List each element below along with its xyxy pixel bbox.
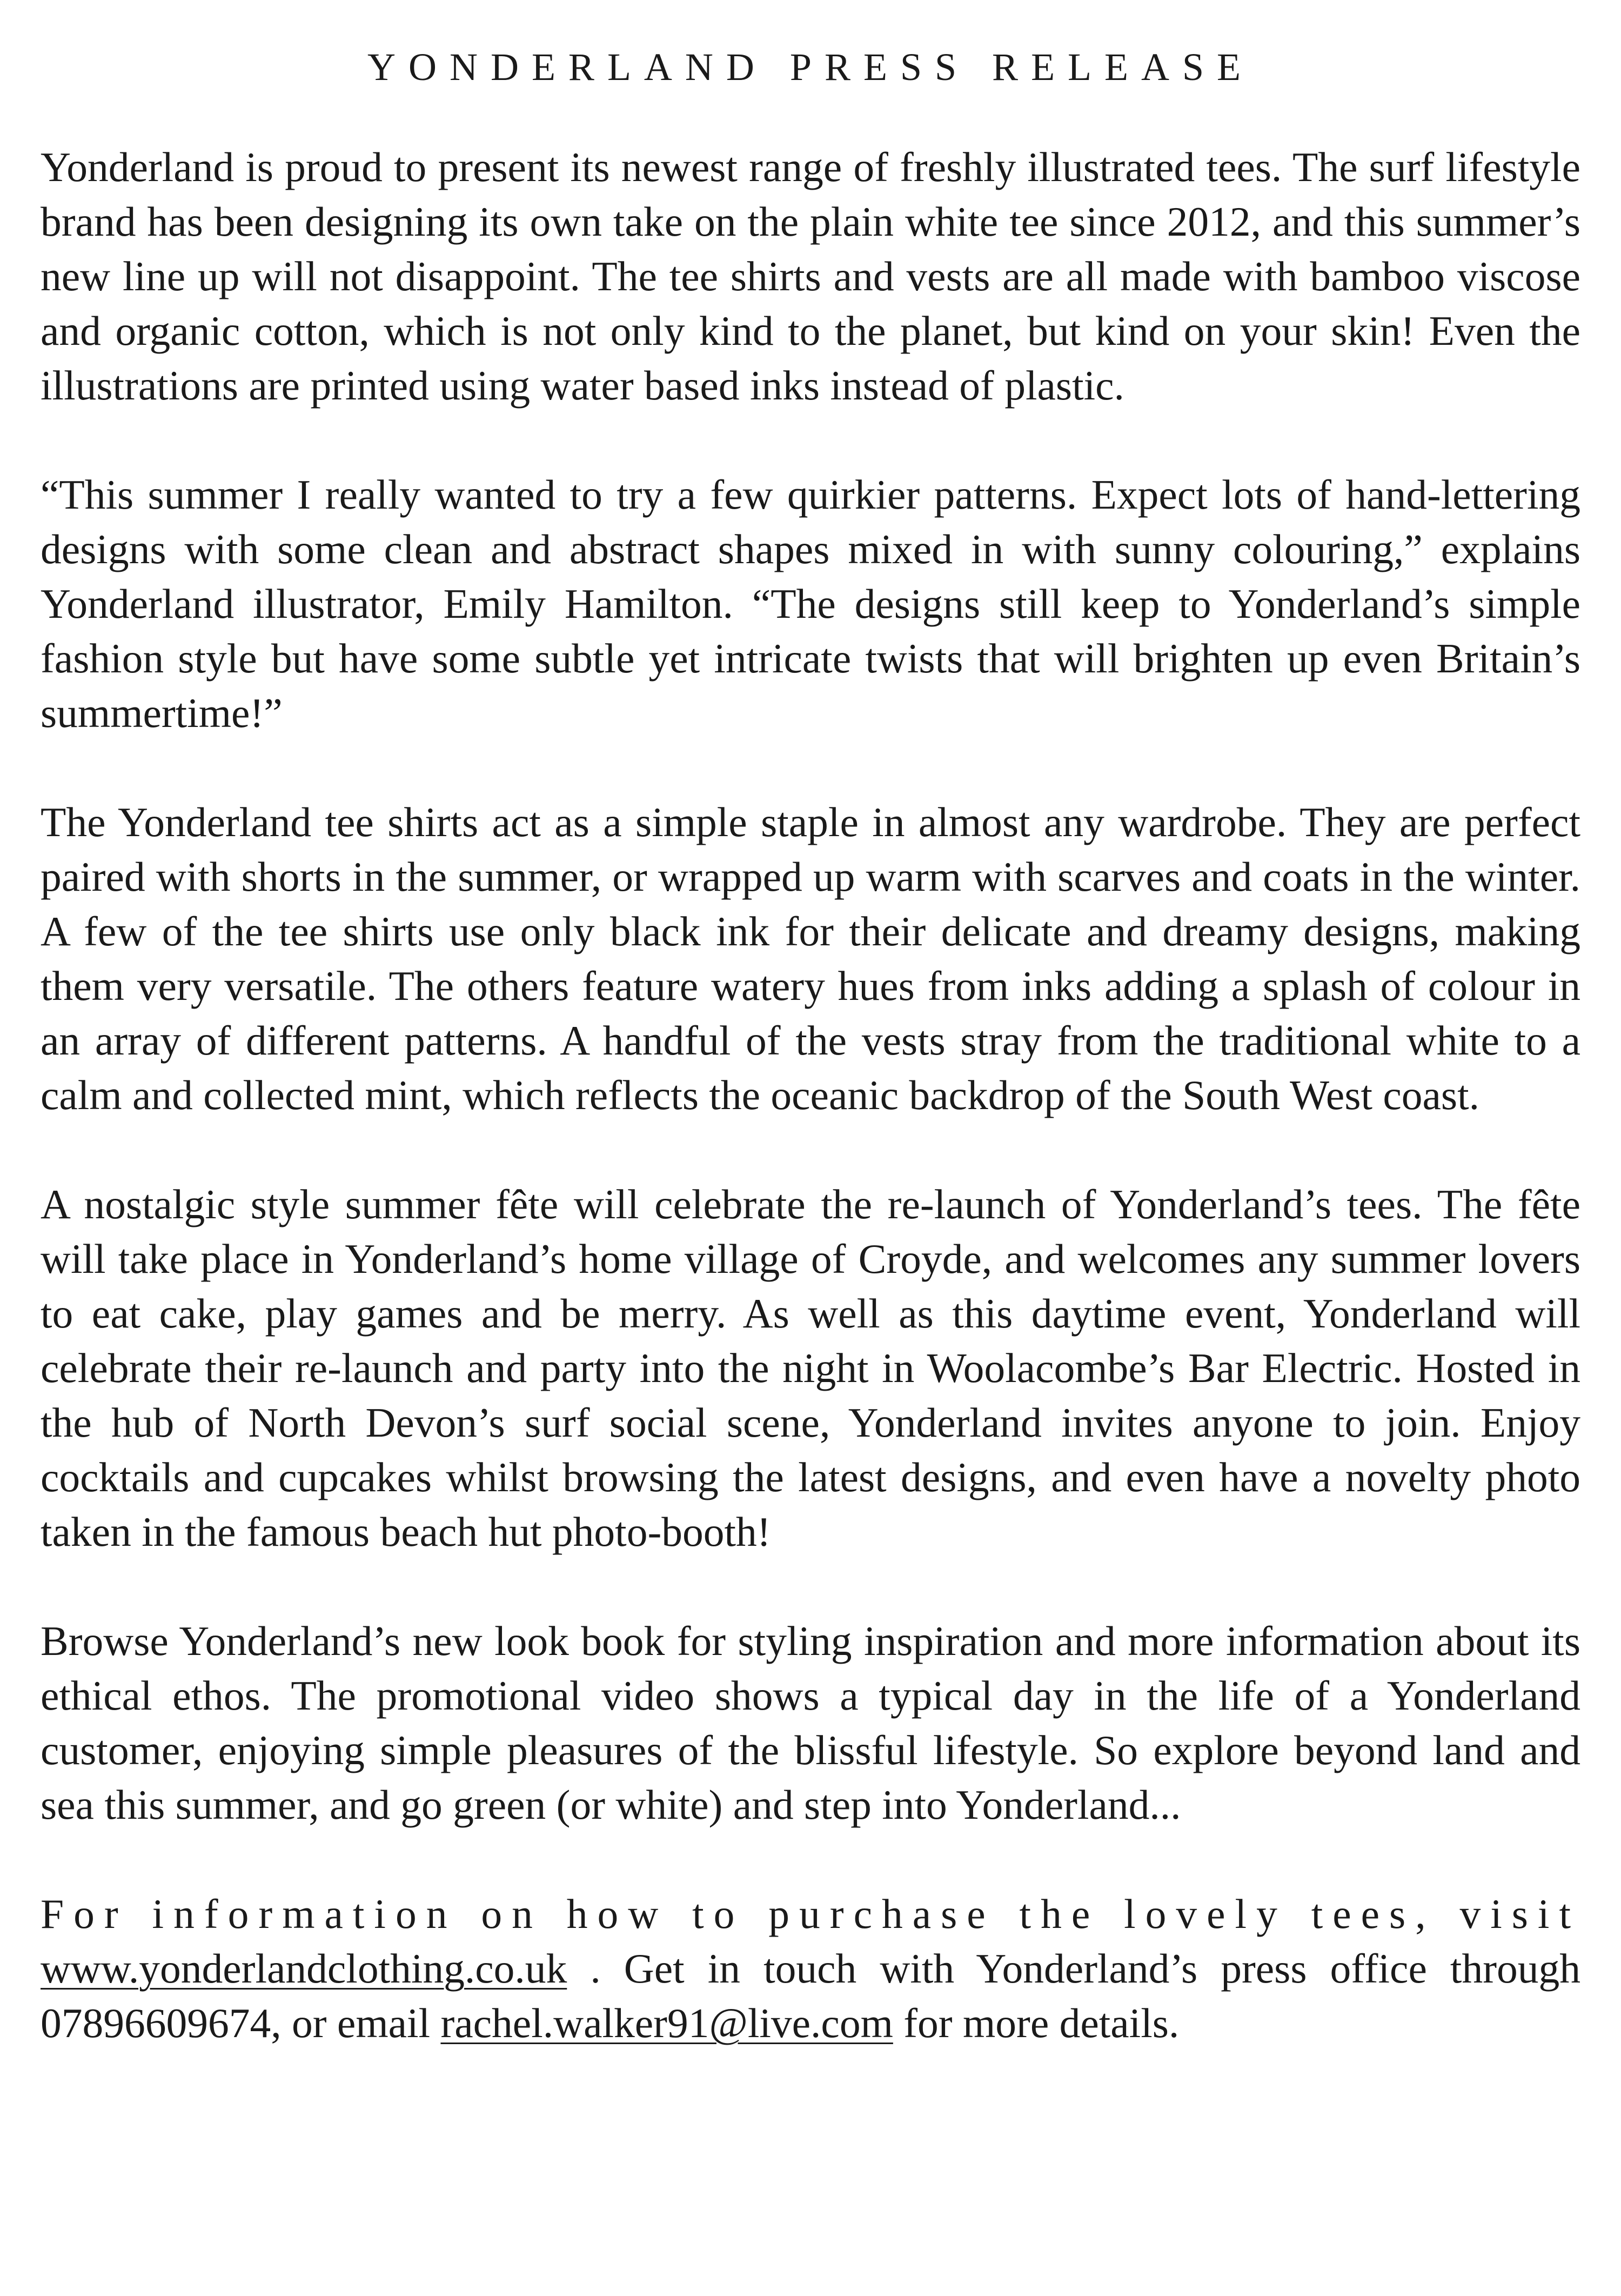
contact-closing-text: for more details. xyxy=(893,2000,1180,2046)
paragraph-contact xyxy=(41,1887,1580,2051)
paragraph-intro: Yonderland is proud to present its newest range of freshly illustrated tees. The surf lifestyle brand has been designing its own take on the plain white tee since 2012, and this summer’s new line up will not disappoint. The tee shirts and vests are all made with bamboo viscose and organic cotton, which is not only kind to the planet, but kind on your skin! Even the illustrations are printed using water based inks instead of plastic. xyxy=(41,144,1580,409)
paragraph-quote: “This summer I really wanted to try a few quirkier patterns. Expect lots of hand-lettering designs with some clean and abstract shapes mixed in with sunny colouring,” explains Yonderland illustrator, Emily Hamilton. “The designs still keep to Yonderland’s simple fashion style but have some subtle yet intricate twists that will brighten up even Britain’s summertime!” xyxy=(41,471,1580,736)
paragraph-product: The Yonderland tee shirts act as a simple staple in almost any wardrobe. They are perfect paired with shorts in the summer, or wrapped up warm with scarves and coats in the winter. A few of the tee shirts use only black ink for their delicate and dreamy designs, making them very versatile. The others feature watery hues from inks adding a splash of colour in an array of different patterns. A handful of the vests stray from the traditional white to a calm and collected mint, which reflects the oceanic backdrop of the South West coast. xyxy=(41,799,1580,1118)
contact-middle-text: . Get in touch with Yonderland’s press office through 07896609674, or email xyxy=(41,1945,1580,2046)
paragraph-lookbook: Browse Yonderland’s new look book for styling inspiration and more information about its ethical ethos. The promotional video shows a typical day in the life of a Yonderland customer, enjoying simple pleasures of the blissful lifestyle. So explore beyond land and sea this summer, and go green (or white) and step into Yonderland... xyxy=(41,1618,1580,1828)
email-link[interactable]: rachel.walker91@live.com xyxy=(440,2000,893,2046)
contact-lead: For information on how to purchase the lovely tees, visit xyxy=(41,1891,1580,1937)
paragraph-event: A nostalgic style summer fête will celebrate the re-launch of Yonderland’s tees. The fête will take place in Yonderland’s home village of Croyde, and welcomes any summer lovers to eat cake, play games and be merry. As well as this daytime event, Yonderland will celebrate their re-launch and party into the night in Woolacombe’s Bar Electric. Hosted in the hub of North Devon’s surf social scene, Yonderland invites anyone to join. Enjoy cocktails and cupcakes whilst browsing the latest designs, and even have a novelty photo taken in the famous beach hut photo-booth! xyxy=(41,1181,1580,1555)
page-title: YONDERLAND PRESS RELEASE xyxy=(367,45,1254,89)
press-release-page xyxy=(41,0,1580,2051)
website-link[interactable]: www.yonderlandclothing.co.uk xyxy=(41,1945,567,1992)
